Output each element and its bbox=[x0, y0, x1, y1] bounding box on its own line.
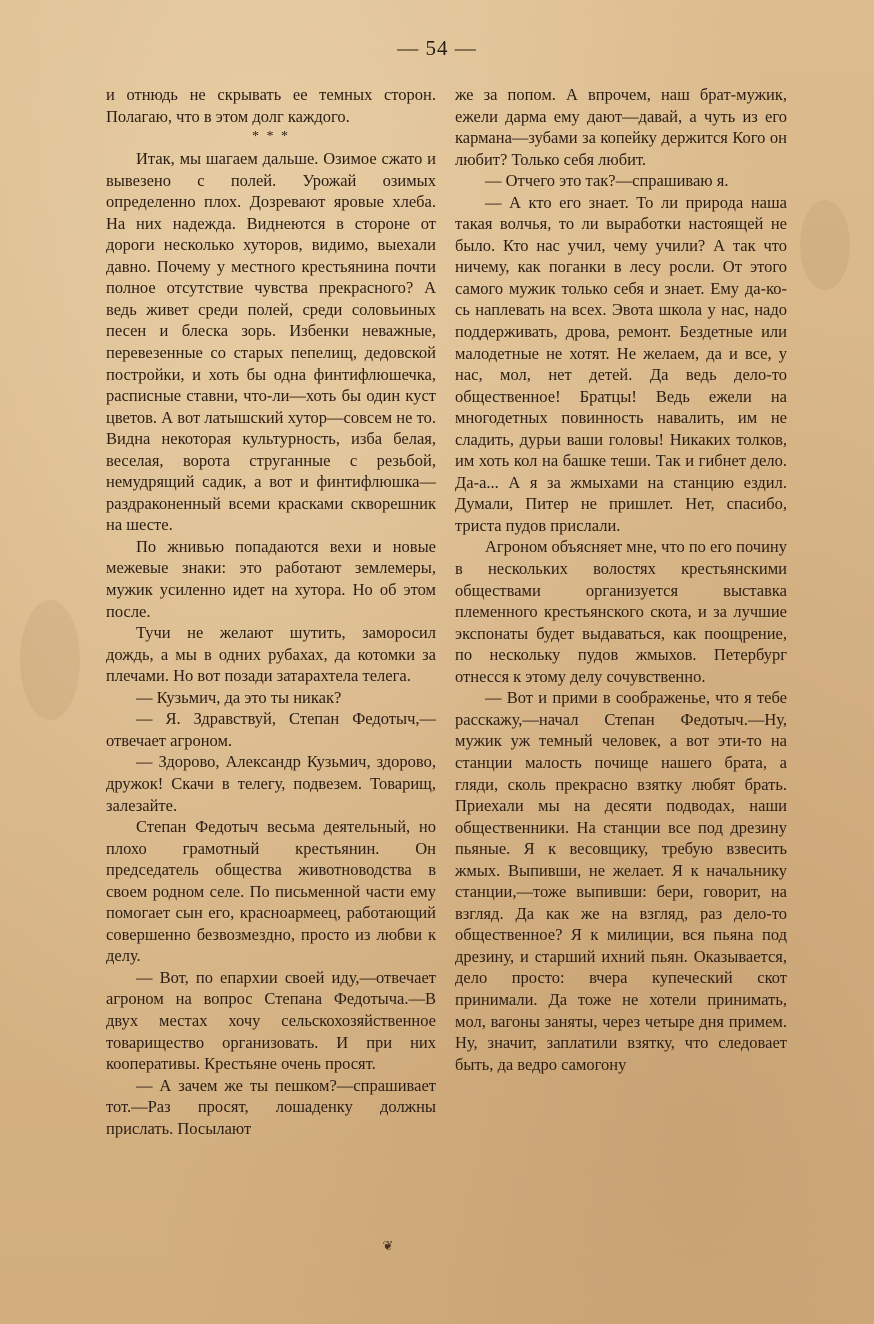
paragraph: же за попом. А впрочем, наш брат-мужик, ежели дарма ему дают—давай, а чуть из его кармана—зубами за копейку держится Кого он любит? Только себя любит. bbox=[455, 85, 787, 169]
paragraph: — Кузьмич, да это ты никак? bbox=[136, 687, 342, 707]
paragraph: — Вот и прими в соображенье, что я тебе расскажу,—начал Степан Федотыч.—Ну, мужик уж темный человек, а вот эти-то на станции малость почище нашего брата, а гляди, сколь прекрасно взятку любят брать. Приехали мы на десяти подводах, наши общественники. На станции все под дрезину пьяные. Я к весовщику, требую взвесить жмых. Выпивши, не желает. Я к начальнику станции,—тоже выпивши: бери, говорит, на взгляд. Да как же на взгляд, раз дело-то общественное? Я к милиции, вся пьяна под дрезину, и старший ихний пьян. Оказывается, дело просто: вчера купеческий скот принимали. Да тоже не хотели принимать, мол, вагоны заняты, через четыре дня примем. Ну, значит, заплатили взятку, что следовает быть, да ведро самогону bbox=[455, 688, 787, 1074]
page-number: — 54 — bbox=[397, 36, 477, 60]
paper-stain bbox=[20, 600, 80, 720]
left-column bbox=[106, 84, 436, 1139]
paragraph: — Вот, по епархии своей иду,—отвечает агроном на вопрос Степана Федотыча.—В двух местах хочу сельскохозяйственное товарищество организовать. И при них кооперативы. Крестьяне очень просят. bbox=[106, 967, 436, 1074]
right-column bbox=[455, 84, 787, 1075]
paragraph: Степан Федотыч весьма деятельный, но плохо грамотный крестьянин. Он председатель общества животноводства в своем родном селе. По письменной части ему помогает сын его, красноармеец, работающий совершенно безвозмездно, просто из любви к делу. bbox=[106, 817, 436, 966]
paragraph: — Я. Здравствуй, Степан Федотыч,—отвечает агроном. bbox=[106, 709, 436, 750]
paragraph: — А кто его знает. То ли природа наша такая волчья, то ли выработки настоящей не было. Кто нас учил, чему учили? А так что ничему, как поганки в лесу росли. От этого самого мужик только себя и знает. Ему да-ко-сь наплевать на всех. Эвота школа у нас, надо поддерживать, дрова, ремонт. Бездетные или малодетные не хотят. Не желаем, да и все, у нас, мол, нет детей. Да ведь дело-то общественное! Братцы! Ведь ежели на многодетных повинность навалить, им не сладить, дурьи ваши головы! Никаких толков, им хоть кол на башке теши. Так и гибнет дело. Да-а... А я за жмыхами на станцию ездил. Думали, Питер не пришлет. Нет, спасибо, триста пудов прислали. bbox=[455, 192, 787, 535]
paragraph: и отнюдь не скрывать ее темных сторон. Полагаю, что в этом долг каждого. bbox=[106, 85, 436, 126]
paragraph: Агроном объясняет мне, что по его почину в нескольких волостях крестьянскими обществами организуется выставка племенного крестьянского скота, и за лучшие экспонаты будет выдаваться, как поощрение, по нескольку пудов жмыхов. Петербург отнесся к этому делу сочувственно. bbox=[455, 537, 787, 686]
paragraph: По жнивью попадаются вехи и новые межевые знаки: это работают землемеры, мужик усиленно идет на хутора. Но об этом после. bbox=[106, 536, 436, 621]
paragraph: — А зачем же ты пешком?—спрашивает тот.—Раз просят, лошаденку должны прислать. Посылают bbox=[106, 1075, 436, 1138]
paragraph: — Здорово, Александр Кузьмич, здорово, дружок! Скачи в телегу, подвезем. Товарищ, залезайте. bbox=[106, 752, 436, 815]
section-asterism: * * * bbox=[252, 129, 290, 145]
paragraph: Итак, мы шагаем дальше. Озимое сжато и вывезено с полей. Урожай озимых определенно плох. Дозревают яровые хлеба. На них надежда. Виднеются в стороне от дороги несколько хуторов, видимо, выехали давно. Почему у местного крестьянина почти полное отсутствие чувства прекрасного? А ведь живет среди полей, среди соловьиных песен и блеска зорь. Избенки неважные, перевезенные со старых пепелищ, дедовской постройки, и хоть бы одна финтифлюшечка, расписные ставни, что-ли—хоть бы один куст цветов. А вот латышский хутор—совсем не то. Видна некоторая культурность, изба белая, веселая, ворота струганные с резьбой, немудрящий садик, а вот и финтифлюшка—раздраконенный всеми красками скворешник на шесте. bbox=[106, 149, 436, 535]
paragraph: Тучи не желают шутить, заморосил дождь, а мы в одних рубахах, да котомки за плечами. Но вот позади затарахтела телега. bbox=[106, 623, 436, 686]
paper-stain bbox=[800, 200, 850, 290]
paragraph: — Отчего это так?—спрашиваю я. bbox=[485, 171, 729, 191]
ornament-icon: ❦ bbox=[382, 1238, 394, 1253]
